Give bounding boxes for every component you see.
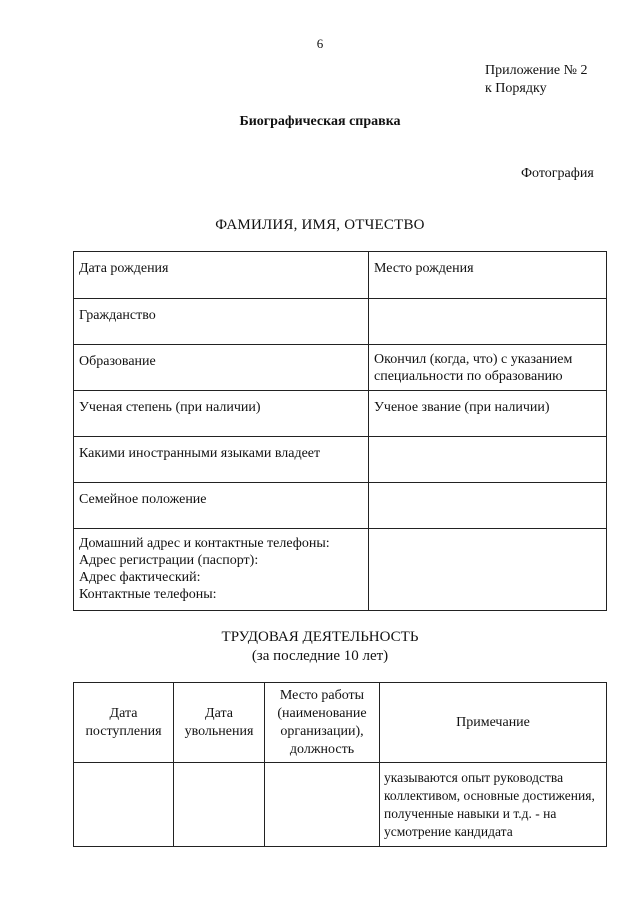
workplace-cell xyxy=(265,763,380,847)
start-date-cell xyxy=(74,763,174,847)
page-number: 6 xyxy=(316,36,324,51)
languages-cell: Какими иностранными языками владеет xyxy=(74,437,369,483)
marital-status-cell: Семейное положение xyxy=(74,483,369,529)
citizenship-cell: Гражданство xyxy=(74,299,369,345)
end-date-header: Дата увольнения xyxy=(174,683,265,763)
work-experience-heading xyxy=(0,628,640,666)
biography-table xyxy=(73,251,607,611)
languages-value-cell xyxy=(369,437,607,483)
annex-line-1: Приложение № 2 xyxy=(485,63,588,78)
workplace-header: Место работы (наименование организации), должность xyxy=(265,683,380,763)
document-title: Биографическая справка xyxy=(239,114,401,129)
table-row xyxy=(74,252,607,299)
end-date-cell xyxy=(174,763,265,847)
work-heading-subtitle: (за последние 10 лет) xyxy=(251,648,389,664)
home-address-label: Домашний адрес и контактные телефоны: xyxy=(79,536,330,551)
annex-line-2: к Порядку xyxy=(485,81,547,96)
table-row xyxy=(74,763,607,847)
note-header: Примечание xyxy=(380,683,607,763)
table-header-row xyxy=(74,683,607,763)
registration-address-label: Адрес регистрации (паспорт): xyxy=(79,553,259,568)
table-row xyxy=(74,483,607,529)
birth-place-cell: Место рождения xyxy=(369,252,607,299)
education-cell: Образование xyxy=(74,345,369,391)
table-row xyxy=(74,437,607,483)
full-name-heading: ФАМИЛИЯ, ИМЯ, ОТЧЕСТВО xyxy=(215,217,425,233)
table-row xyxy=(74,391,607,437)
start-date-header: Дата поступления xyxy=(74,683,174,763)
citizenship-value-cell xyxy=(369,299,607,345)
table-row xyxy=(74,529,607,611)
academic-degree-cell: Ученая степень (при наличии) xyxy=(74,391,369,437)
photo-label: Фотография xyxy=(521,166,594,181)
birth-date-cell: Дата рождения xyxy=(74,252,369,299)
address-value-cell xyxy=(369,529,607,611)
education-value-cell: Окончил (когда, что) с указанием специальности по образованию xyxy=(369,345,607,391)
work-experience-table xyxy=(73,682,607,847)
note-cell: указываются опыт руководства коллективом, основные достижения, полученные навыки и т.д. - на усмотрение кандидата xyxy=(380,763,607,847)
table-row xyxy=(74,345,607,391)
contact-phones-label: Контактные телефоны: xyxy=(79,587,217,602)
work-heading-title: ТРУДОВАЯ ДЕЯТЕЛЬНОСТЬ xyxy=(221,629,419,645)
table-row xyxy=(74,299,607,345)
address-cell xyxy=(74,529,369,611)
annex-reference xyxy=(485,62,588,98)
marital-status-value-cell xyxy=(369,483,607,529)
academic-title-cell: Ученое звание (при наличии) xyxy=(369,391,607,437)
actual-address-label: Адрес фактический: xyxy=(79,570,201,585)
